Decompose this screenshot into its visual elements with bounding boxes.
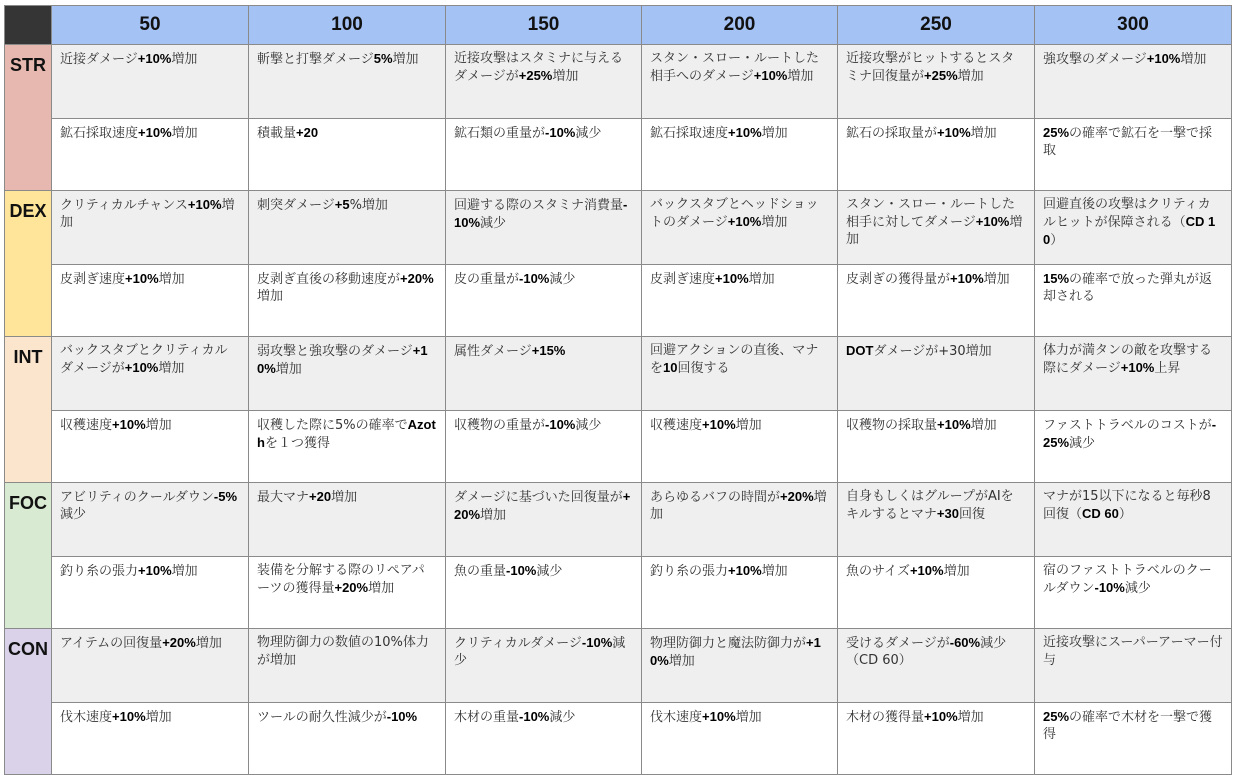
bonus-value: +30 [936, 506, 959, 521]
level-header: 100 [249, 6, 446, 45]
bonus-suffix: 減少 [454, 636, 626, 668]
bonus-value: +10% [125, 271, 159, 286]
bonus-cell [1035, 629, 1232, 703]
stat-label-foc: FOC [5, 483, 52, 629]
bonus-value: -10% [1094, 580, 1125, 595]
bonus-cell [642, 265, 838, 337]
bonus-text: ファストトラベルのコストが [1043, 418, 1212, 433]
bonus-suffix: 減少（CD 60） [846, 636, 1007, 668]
level-header: 300 [1035, 6, 1232, 45]
bonus-cell [1035, 703, 1232, 775]
bonus-text: 装備を分解する際のリペアパーツの獲得量 [257, 563, 425, 596]
bonus-cell [838, 557, 1035, 629]
bonus-text: 回避する際のスタミナ消費量 [454, 198, 624, 213]
bonus-text: 収穫した際に5%の確率で [257, 418, 408, 433]
bonus-value: -10% [519, 709, 550, 724]
bonus-value: +10% [702, 417, 736, 432]
bonus-value: +5 [334, 197, 350, 212]
bonus-value: +10% [138, 125, 172, 140]
attribute-bonus-table [4, 5, 1232, 775]
bonus-cell [52, 337, 249, 411]
table-row [5, 45, 1232, 119]
bonus-suffix: 増加 [368, 581, 395, 596]
bonus-suffix: の確率で放った弾丸が返却される [1043, 272, 1213, 304]
bonus-text: 収穫速度 [650, 418, 703, 433]
bonus-text: 鉱石の採取量が [846, 126, 938, 141]
table-row [5, 557, 1232, 629]
bonus-cell [52, 191, 249, 265]
bonus-value: 15% [1043, 271, 1070, 286]
bonus-cell [838, 265, 1035, 337]
bonus-suffix: 上昇 [1154, 361, 1181, 376]
bonus-value: Azoth [257, 417, 436, 450]
bonus-text: 宿のファストトラベルのクールダウン [1043, 563, 1212, 596]
bonus-text: 物理防御力と魔法防御力が [650, 636, 807, 651]
bonus-cell [52, 119, 249, 191]
bonus-cell [642, 557, 838, 629]
stat-label-int: INT [5, 337, 52, 483]
bonus-text: 回避直後の攻撃はクリティカルヒットが保障される（ [1043, 197, 1211, 230]
bonus-text: 自身もしくはグループがAIをキルするとマナ [846, 489, 1014, 522]
bonus-value: +25% [924, 68, 958, 83]
bonus-cell [249, 337, 446, 411]
bonus-value: 5% [373, 51, 393, 66]
bonus-suffix: ダメージが+30増加 [873, 344, 992, 359]
bonus-text: アイテムの回復量 [60, 636, 163, 651]
bonus-suffix: 増加 [60, 198, 235, 230]
bonus-suffix: 増加 [480, 508, 507, 523]
bonus-text: 皮剥ぎ速度 [650, 272, 716, 287]
bonus-suffix: %増加 [349, 198, 388, 213]
bonus-suffix: の確率で木材を一撃で獲得 [1043, 710, 1213, 742]
header-row [5, 6, 1232, 45]
bonus-text: 木材の重量 [454, 710, 520, 725]
bonus-cell [52, 703, 249, 775]
bonus-cell [838, 411, 1035, 483]
stat-label-con: CON [5, 629, 52, 775]
bonus-suffix: 減少 [575, 126, 602, 141]
bonus-cell [838, 45, 1035, 119]
bonus-suffix: 増加 [970, 126, 997, 141]
bonus-suffix: 増加 [957, 69, 984, 84]
bonus-cell [838, 703, 1035, 775]
bonus-suffix: の確率で鉱石を一撃で採取 [1043, 126, 1213, 158]
bonus-value: +10% [1146, 51, 1181, 66]
bonus-cell [52, 411, 249, 483]
bonus-suffix: 減少 [480, 216, 507, 231]
bonus-value: CD 10 [1043, 214, 1216, 247]
bonus-cell [1035, 119, 1232, 191]
bonus-text: 物理防御力の数値の10%体力が増加 [257, 635, 429, 668]
bonus-value: +20% [400, 271, 434, 286]
bonus-suffix: 増加 [257, 289, 284, 304]
bonus-cell [1035, 265, 1232, 337]
bonus-text: ダメージに基づいた回復量が [454, 490, 623, 505]
bonus-text: 回避アクションの直後、マナを [650, 343, 819, 376]
bonus-text: クリティカルダメージ [454, 636, 582, 651]
bonus-value: +10% [1120, 360, 1155, 375]
bonus-cell [52, 483, 249, 557]
bonus-suffix: 減少 [549, 710, 576, 725]
bonus-cell [1035, 45, 1232, 119]
bonus-text: 鉱石類の重量が [454, 126, 546, 141]
bonus-value: +10% [728, 563, 762, 578]
bonus-text: 属性ダメージ [454, 344, 532, 359]
bonus-suffix: 増加 [171, 126, 198, 141]
bonus-cell [446, 483, 642, 557]
bonus-text: 強攻撃のダメージ [1043, 52, 1147, 67]
bonus-value: +20% [334, 580, 369, 595]
bonus-cell [249, 191, 446, 265]
bonus-text: アビリティのクールダウン [60, 490, 214, 505]
bonus-text: 体力が満タンの敵を攻撃する際にダメージ [1043, 343, 1213, 376]
bonus-value: 25% [1043, 709, 1070, 724]
bonus-value: +10% [937, 125, 971, 140]
bonus-text: 受けるダメージが [846, 636, 950, 651]
bonus-suffix: 増加 [158, 272, 185, 287]
bonus-value: +20 [296, 125, 319, 140]
table-row [5, 629, 1232, 703]
bonus-cell [249, 703, 446, 775]
bonus-suffix: 増加 [983, 272, 1010, 287]
bonus-suffix: 回復する [677, 361, 730, 376]
bonus-text: 木材の獲得量 [846, 710, 925, 725]
bonus-suffix: 増加 [668, 654, 695, 669]
table-row [5, 703, 1232, 775]
bonus-cell [1035, 557, 1232, 629]
bonus-text: クリティカルチャンス [60, 198, 188, 213]
bonus-cell [838, 337, 1035, 411]
bonus-cell [446, 337, 642, 411]
bonus-suffix: 増加 [761, 215, 788, 230]
bonus-suffix: ） [1050, 233, 1064, 248]
bonus-text: 皮の重量が [454, 272, 520, 287]
bonus-value: -10% [506, 563, 537, 578]
bonus-cell [446, 411, 642, 483]
bonus-suffix: 増加 [158, 361, 185, 376]
bonus-value: +10% [187, 197, 222, 212]
bonus-suffix: を１つ獲得 [264, 436, 330, 451]
bonus-suffix: 減少 [1124, 581, 1151, 596]
bonus-text: 魚の重量 [454, 564, 507, 579]
bonus-text: あらゆるバフの時間が [650, 490, 781, 505]
bonus-value: -5% [213, 489, 238, 504]
level-header: 200 [642, 6, 838, 45]
bonus-text: 鉱石採取速度 [60, 126, 139, 141]
bonus-value: +10% [650, 635, 821, 668]
bonus-value: 10 [663, 360, 678, 375]
bonus-cell [642, 191, 838, 265]
bonus-value: +10% [727, 214, 762, 229]
bonus-suffix: 増加 [787, 69, 814, 84]
bonus-value: +10% [753, 68, 788, 83]
bonus-cell [249, 119, 446, 191]
bonus-cell [1035, 411, 1232, 483]
stat-label-str: STR [5, 45, 52, 191]
bonus-cell [838, 629, 1035, 703]
bonus-value: -25% [1043, 417, 1217, 450]
bonus-value: +10% [137, 51, 172, 66]
bonus-value: -10% [519, 271, 550, 286]
bonus-suffix: 減少 [575, 418, 602, 433]
bonus-text: 釣り糸の張力 [650, 564, 729, 579]
bonus-cell [249, 483, 446, 557]
bonus-cell [446, 629, 642, 703]
bonus-text: 近接ダメージ [60, 52, 138, 67]
bonus-text: スタン・スロー・ルートした相手へのダメージ [650, 51, 820, 84]
bonus-suffix: 増加 [195, 636, 222, 651]
bonus-cell [446, 191, 642, 265]
bonus-suffix: 減少 [1069, 436, 1096, 451]
bonus-cell [1035, 483, 1232, 557]
bonus-suffix: 増加 [171, 564, 198, 579]
table-row [5, 411, 1232, 483]
level-header: 250 [838, 6, 1035, 45]
bonus-value: +10% [937, 417, 971, 432]
bonus-text: 刺突ダメージ [257, 198, 335, 213]
bonus-value: 25% [1043, 125, 1070, 140]
bonus-cell [249, 557, 446, 629]
bonus-value: +20% [780, 489, 814, 504]
bonus-value: +20% [162, 635, 196, 650]
bonus-cell [838, 483, 1035, 557]
table-row [5, 119, 1232, 191]
bonus-cell [642, 703, 838, 775]
bonus-suffix: 増加 [735, 418, 762, 433]
bonus-suffix: 増加 [1180, 52, 1207, 67]
bonus-text: マナが15以下になると毎秒8回復（ [1043, 489, 1211, 522]
bonus-value: +10% [950, 271, 984, 286]
bonus-value: +10% [975, 214, 1010, 229]
bonus-value: +15% [531, 343, 566, 358]
bonus-cell [838, 191, 1035, 265]
bonus-text: 皮剥ぎの獲得量が [846, 272, 951, 287]
bonus-text: 皮剥ぎ直後の移動速度が [257, 272, 401, 287]
bonus-suffix: 減少 [536, 564, 563, 579]
bonus-suffix: 増加 [943, 564, 970, 579]
bonus-text: 収穫速度 [60, 418, 113, 433]
level-header: 50 [52, 6, 249, 45]
stat-label-dex: DEX [5, 191, 52, 337]
bonus-text: 伐木速度 [60, 710, 113, 725]
bonus-cell [249, 629, 446, 703]
bonus-value: +10% [112, 417, 146, 432]
bonus-value: +10% [124, 360, 159, 375]
corner-cell [5, 6, 52, 45]
bonus-text: 釣り糸の張力 [60, 564, 139, 579]
bonus-value: +25% [518, 68, 553, 83]
bonus-suffix: 減少 [549, 272, 576, 287]
bonus-cell [249, 265, 446, 337]
bonus-suffix: 増加 [970, 418, 997, 433]
bonus-text: バックスタブとクリティカルダメージが [60, 343, 228, 376]
bonus-cell [249, 45, 446, 119]
bonus-suffix: 増加 [735, 710, 762, 725]
bonus-cell [52, 629, 249, 703]
bonus-cell [446, 265, 642, 337]
bonus-cell [642, 45, 838, 119]
bonus-value: -60% [949, 635, 981, 650]
bonus-suffix: 増加 [552, 69, 579, 84]
table-row [5, 265, 1232, 337]
bonus-text: スタン・スロー・ルートした相手に対してダメージ [846, 197, 1016, 230]
table-row [5, 337, 1232, 411]
bonus-text: 斬撃と打撃ダメージ [257, 52, 374, 67]
bonus-value: +10% [909, 563, 944, 578]
bonus-cell [52, 45, 249, 119]
bonus-text: 近接攻撃にスーパーアーマー付与 [1043, 635, 1223, 668]
bonus-suffix: ） [1118, 507, 1132, 522]
bonus-text: 鉱石採取速度 [650, 126, 729, 141]
bonus-suffix: 減少 [60, 507, 87, 522]
bonus-cell [52, 557, 249, 629]
bonus-value: +20% [454, 489, 631, 522]
bonus-text: 積載量 [257, 126, 297, 141]
bonus-text: 魚のサイズ [846, 564, 910, 579]
bonus-suffix: 増加 [761, 126, 788, 141]
bonus-suffix: 増加 [957, 710, 984, 725]
bonus-cell [52, 265, 249, 337]
bonus-value: +10% [715, 271, 749, 286]
bonus-value: -10% [545, 417, 576, 432]
bonus-value: +20 [309, 489, 332, 504]
bonus-value: +10% [257, 343, 428, 376]
bonus-value: -10% [386, 709, 418, 724]
bonus-cell [642, 411, 838, 483]
bonus-suffix: 増加 [761, 564, 788, 579]
bonus-text: 最大マナ [257, 490, 310, 505]
bonus-value: +10% [702, 709, 736, 724]
bonus-text: 近接攻撃がヒットするとスタミナ回復量が [846, 51, 1015, 84]
bonus-cell [249, 411, 446, 483]
bonus-cell [642, 337, 838, 411]
bonus-cell [1035, 337, 1232, 411]
bonus-cell [446, 119, 642, 191]
bonus-text: 伐木速度 [650, 710, 703, 725]
bonus-cell [642, 119, 838, 191]
bonus-value: +10% [138, 563, 172, 578]
bonus-value: -10% [545, 125, 576, 140]
bonus-text: 収穫物の採取量 [846, 418, 938, 433]
bonus-value: +10% [924, 709, 958, 724]
bonus-cell [446, 557, 642, 629]
bonus-cell [642, 483, 838, 557]
bonus-suffix: 増加 [171, 52, 198, 67]
bonus-value: DOT [846, 343, 874, 358]
bonus-cell [446, 703, 642, 775]
bonus-value: -10% [581, 635, 613, 650]
bonus-suffix: 回復 [958, 507, 985, 522]
bonus-text: 近接攻撃はスタミナに与えるダメージが [454, 51, 624, 84]
bonus-suffix: 増加 [748, 272, 775, 287]
bonus-cell [1035, 191, 1232, 265]
bonus-text: バックスタブとヘッドショットのダメージ [650, 197, 819, 230]
bonus-suffix: 増加 [650, 490, 827, 522]
level-header: 150 [446, 6, 642, 45]
bonus-text: 収穫物の重量が [454, 418, 546, 433]
bonus-suffix: 増加 [392, 52, 419, 67]
bonus-value: +10% [728, 125, 762, 140]
bonus-value: CD 60 [1082, 506, 1119, 521]
bonus-suffix: 増加 [145, 418, 172, 433]
bonus-suffix: 増加 [846, 215, 1023, 247]
bonus-suffix: 増加 [145, 710, 172, 725]
bonus-text: ツールの耐久性減少が [257, 710, 387, 725]
bonus-cell [446, 45, 642, 119]
bonus-suffix: 増加 [275, 362, 302, 377]
bonus-cell [838, 119, 1035, 191]
bonus-text: 皮剥ぎ速度 [60, 272, 126, 287]
bonus-suffix: 増加 [331, 490, 358, 505]
table-row [5, 191, 1232, 265]
bonus-value: -10% [454, 197, 628, 230]
bonus-text: 弱攻撃と強攻撃のダメージ [257, 344, 413, 359]
bonus-cell [642, 629, 838, 703]
table-row [5, 483, 1232, 557]
bonus-value: +10% [112, 709, 146, 724]
